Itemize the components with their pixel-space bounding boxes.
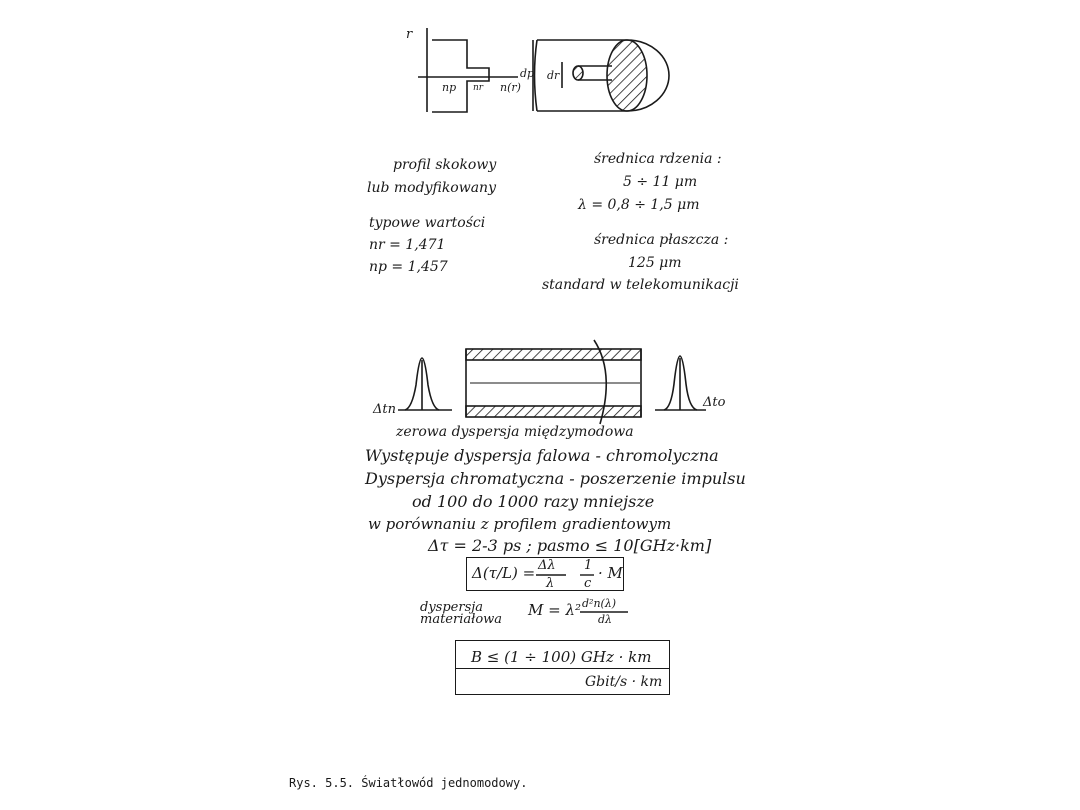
np-value: np = 1,457 xyxy=(369,259,448,275)
index-profile-diagram xyxy=(418,28,518,112)
bandwidth-box-divider xyxy=(456,668,669,669)
figure-caption: Rys. 5.5. Światłowód jednomodowy. xyxy=(289,776,528,790)
m-lhs: M = λ² xyxy=(528,601,581,619)
eq-num1: Δλ xyxy=(538,558,556,573)
material-label-1: dyspersja xyxy=(420,600,484,615)
bandwidth-row-2: Gbit/s · km xyxy=(585,674,663,690)
cladding-diameter-title: średnica płaszcza : xyxy=(594,232,729,248)
core-diameter-value: 5 ÷ 11 μm xyxy=(623,174,698,190)
note-chromatic-occurs: Występuje dyspersja falowa - chromolyczna xyxy=(365,446,719,465)
n-r-label: n(r) xyxy=(500,81,521,94)
nr-value: nr = 1,471 xyxy=(369,237,446,253)
m-denominator: dλ xyxy=(598,613,613,626)
cladding-diameter-value: 125 μm xyxy=(628,255,682,271)
telecom-standard: standard w telekomunikacji xyxy=(542,277,739,293)
delta-in-label: Δtn xyxy=(373,402,396,417)
typical-values-title: typowe wartości xyxy=(369,215,486,231)
delta-out-label: Δto xyxy=(703,395,726,410)
profile-line-2: lub modyfikowany xyxy=(367,180,496,196)
eq-tail: · M xyxy=(598,564,623,582)
core-diameter-title: średnica rdzenia : xyxy=(594,151,722,167)
output-pulse xyxy=(655,356,706,410)
profile-line-1: profil skokowy xyxy=(393,157,497,173)
dr-label: dr xyxy=(547,69,560,82)
core-end xyxy=(573,66,583,80)
eq-lhs: Δ(τ/L) = xyxy=(472,564,536,582)
bandwidth-row-1: B ≤ (1 ÷ 100) GHz · km xyxy=(471,648,652,666)
eq-den2: c xyxy=(584,576,592,591)
note-pulse-broadening: Dyspersja chromatyczna - poszerzenie impulsu xyxy=(365,469,746,488)
fiber-end-face xyxy=(607,40,647,111)
note-delta-tau-band: Δτ = 2-3 ps ; pasmo ≤ 10[GHz·km] xyxy=(428,536,712,555)
input-pulse xyxy=(398,358,452,410)
m-numerator: d²n(λ) xyxy=(582,597,617,610)
note-zero-intermodal: zerowa dyspersja międzymodowa xyxy=(396,424,634,440)
step-profile-line xyxy=(432,40,489,112)
fiber-tube-diagram xyxy=(466,340,641,424)
wavelength-range: λ = 0,8 ÷ 1,5 μm xyxy=(578,197,700,213)
eq-num2: 1 xyxy=(584,558,593,573)
nr-label: nr xyxy=(473,83,484,93)
material-label-2: materiałowa xyxy=(420,612,503,627)
note-compared-gradient: w porównaniu z profilem gradientowym xyxy=(368,515,672,533)
eq-den1: λ xyxy=(546,576,555,591)
dp-label: dp xyxy=(520,67,535,80)
np-label: np xyxy=(442,81,457,94)
note-times-smaller: od 100 do 1000 razy mniejsze xyxy=(412,492,655,511)
r-axis-label: r xyxy=(406,27,413,42)
